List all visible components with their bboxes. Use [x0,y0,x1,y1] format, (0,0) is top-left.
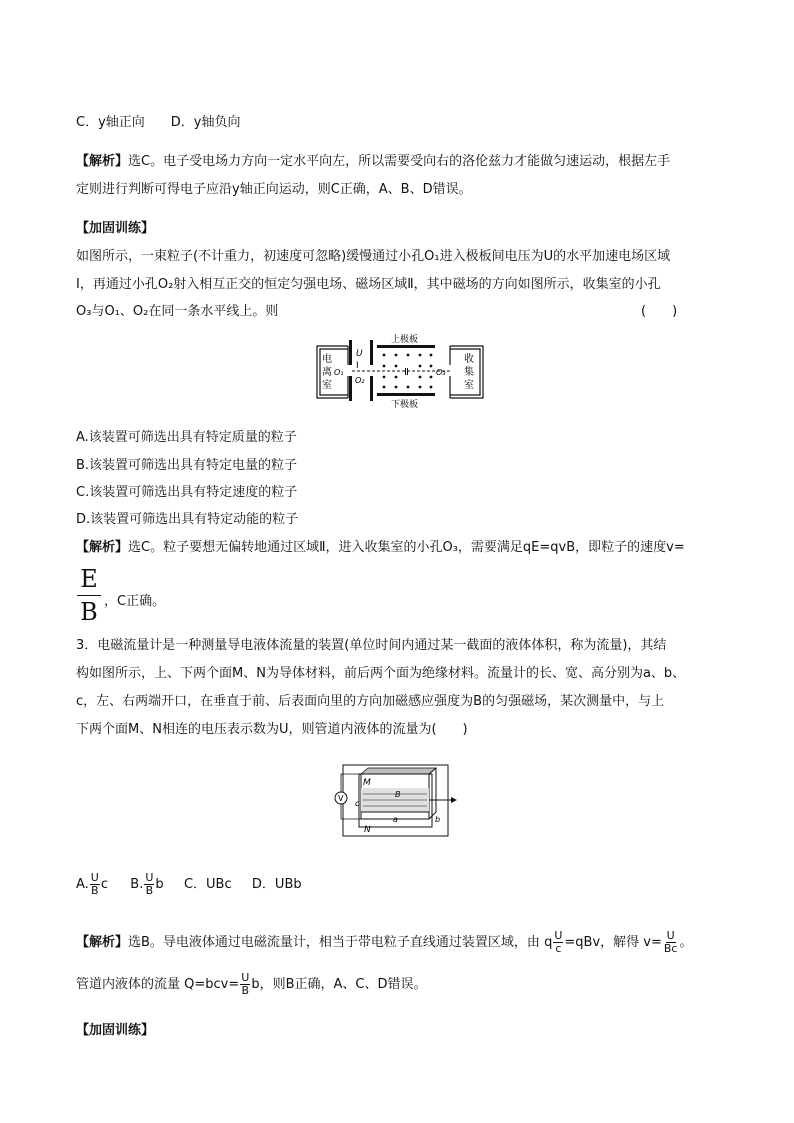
answer-paren: ( ) [641,304,678,319]
fraction-numerator: U [554,929,563,942]
q3-line-4: 下两个面M、N相连的电压表示数为U，则管道内液体的流量为( ) [76,722,468,737]
analysis-text: 选C。电子受电场力方向一定水平向左，所以需要受向右的洛伦兹力才能做匀速运动，根据左手 [128,154,671,169]
fraction-denominator: Bc [663,942,678,955]
fraction-numerator: E [80,565,98,593]
b-field-label: B [395,790,401,799]
analysis-2-tail: ，C正确。 [104,594,166,609]
analysis-3-line-1 [76,930,693,955]
analysis-tag: 【解析】 [76,154,129,169]
option-b-fraction [144,872,154,897]
question-line-2: Ⅰ，再通过小孔O₂射入相互正交的恒定匀强电场、磁场区域Ⅱ，其中磁场的方向如图所示，收集室的小孔 [76,277,661,292]
analysis-1-line-1 [76,152,670,172]
option-b: B.该装置可筛选出具有特定电量的粒子 [76,458,298,473]
option-d-text: D．UBb [251,877,302,892]
fraction-u-over-c [553,930,563,955]
b-dim-label: b [435,815,441,824]
fraction-numerator: U [241,971,250,984]
fraction-u-over-bc [663,930,679,955]
region-1-label: Ⅰ [356,361,359,371]
fraction-u-over-b [240,972,250,997]
region-2-label: Ⅱ [404,367,409,378]
o2-label: O₂ [355,376,365,385]
analysis-1-line-2: 定则进行判断可得电子应沿y轴正向运动，则C正确，A、B、D错误。 [76,182,472,197]
fraction-numerator: U [90,871,99,884]
q3-line-1: 3．电磁流量计是一种测量导电液体流量的装置(单位时间内通过某一截面的液体体积，称为流量)，其结 [76,638,667,653]
option-d: D.该装置可筛选出具有特定动能的粒子 [76,512,299,527]
ion-room-char-1: 电 [322,354,332,365]
o1-label: O₁ [334,368,344,377]
velocity-fraction [76,566,102,625]
option-a-suffix: c [100,877,109,892]
q3-line-2: 构如图所示，上、下两个面M、N为导体材料，前后两个面为绝缘材料。流量计的长、宽、高分别为a、b、 [76,666,686,681]
voltmeter-label: V [338,794,344,803]
analysis-text-3: 。 [679,935,693,950]
velocity-selector-figure [312,331,488,411]
question-line-3: O₃与O₁、O₂在同一条水平线上。则 [76,304,279,319]
flowmeter-figure [333,760,465,840]
fraction-denominator: B [241,984,250,997]
n-label: N [364,825,371,835]
collect-room-char-1: 收 [464,354,474,365]
fraction-denominator: B [80,598,98,626]
lower-plate-label: 下极板 [391,400,419,410]
reinforce-heading-2: 【加固训练】 [76,1023,155,1038]
analysis-text-2: =qBv，解得 v= [564,935,662,950]
fraction-denominator: c [555,942,562,955]
option-a: A.该装置可筛选出具有特定质量的粒子 [76,430,297,445]
ion-room-char-3: 室 [322,380,332,391]
analysis-2-line-1 [76,538,685,558]
option-c: C.该装置可筛选出具有特定速度的粒子 [76,485,298,500]
analysis-tag: 【解析】 [76,540,129,555]
analysis-text-5: b，则B正确，A、C、D错误。 [251,977,427,992]
collect-room-char-3: 室 [464,380,474,391]
option-a-prefix: A. [76,877,89,892]
fraction-denominator: B [145,884,154,897]
reinforce-heading-1: 【加固训练】 [76,221,155,236]
u-label: U [356,349,363,359]
option-c-text: C．UBc [183,877,232,892]
analysis-tag: 【解析】 [76,935,129,950]
option-b-suffix: b [155,877,164,892]
fraction-numerator: U [666,929,675,942]
q3-options [76,872,302,897]
upper-plate-label: 上极板 [391,335,419,345]
analysis-text: 选B。导电液体通过电磁流量计，相当于带电粒子直线通过装置区域，由 q [128,935,553,950]
collect-room-char-2: 集 [464,367,474,378]
fraction-denominator: B [91,884,99,897]
question-line-1: 如图所示，一束粒子(不计重力，初速度可忽略)缓慢通过小孔O₁进入极板间电压为U的水平加速电场区域 [76,249,671,264]
analysis-text-4: 管道内液体的流量 Q=bcv= [76,977,240,992]
fraction-numerator: U [145,871,154,884]
options-c-d: C．y轴正向 D．y轴负向 [76,115,241,130]
m-label: M [363,778,371,788]
a-label: a [393,815,398,824]
option-a-fraction [90,872,100,897]
option-b-prefix: B. [130,877,144,892]
analysis-3-line-2 [76,972,426,997]
c-label: c [355,799,360,808]
analysis-text: 选C。粒子要想无偏转地通过区域Ⅱ，进入收集室的小孔O₃，需要满足qE=qvB，即粒子的速度v= [128,540,685,555]
q3-line-3: c，左、右两端开口，在垂直于前、后表面向里的方向加磁感应强度为B的匀强磁场，某次测量中，与上 [76,694,665,709]
ion-room-char-2: 离 [322,367,332,378]
o3-label: O₃ [436,368,446,377]
